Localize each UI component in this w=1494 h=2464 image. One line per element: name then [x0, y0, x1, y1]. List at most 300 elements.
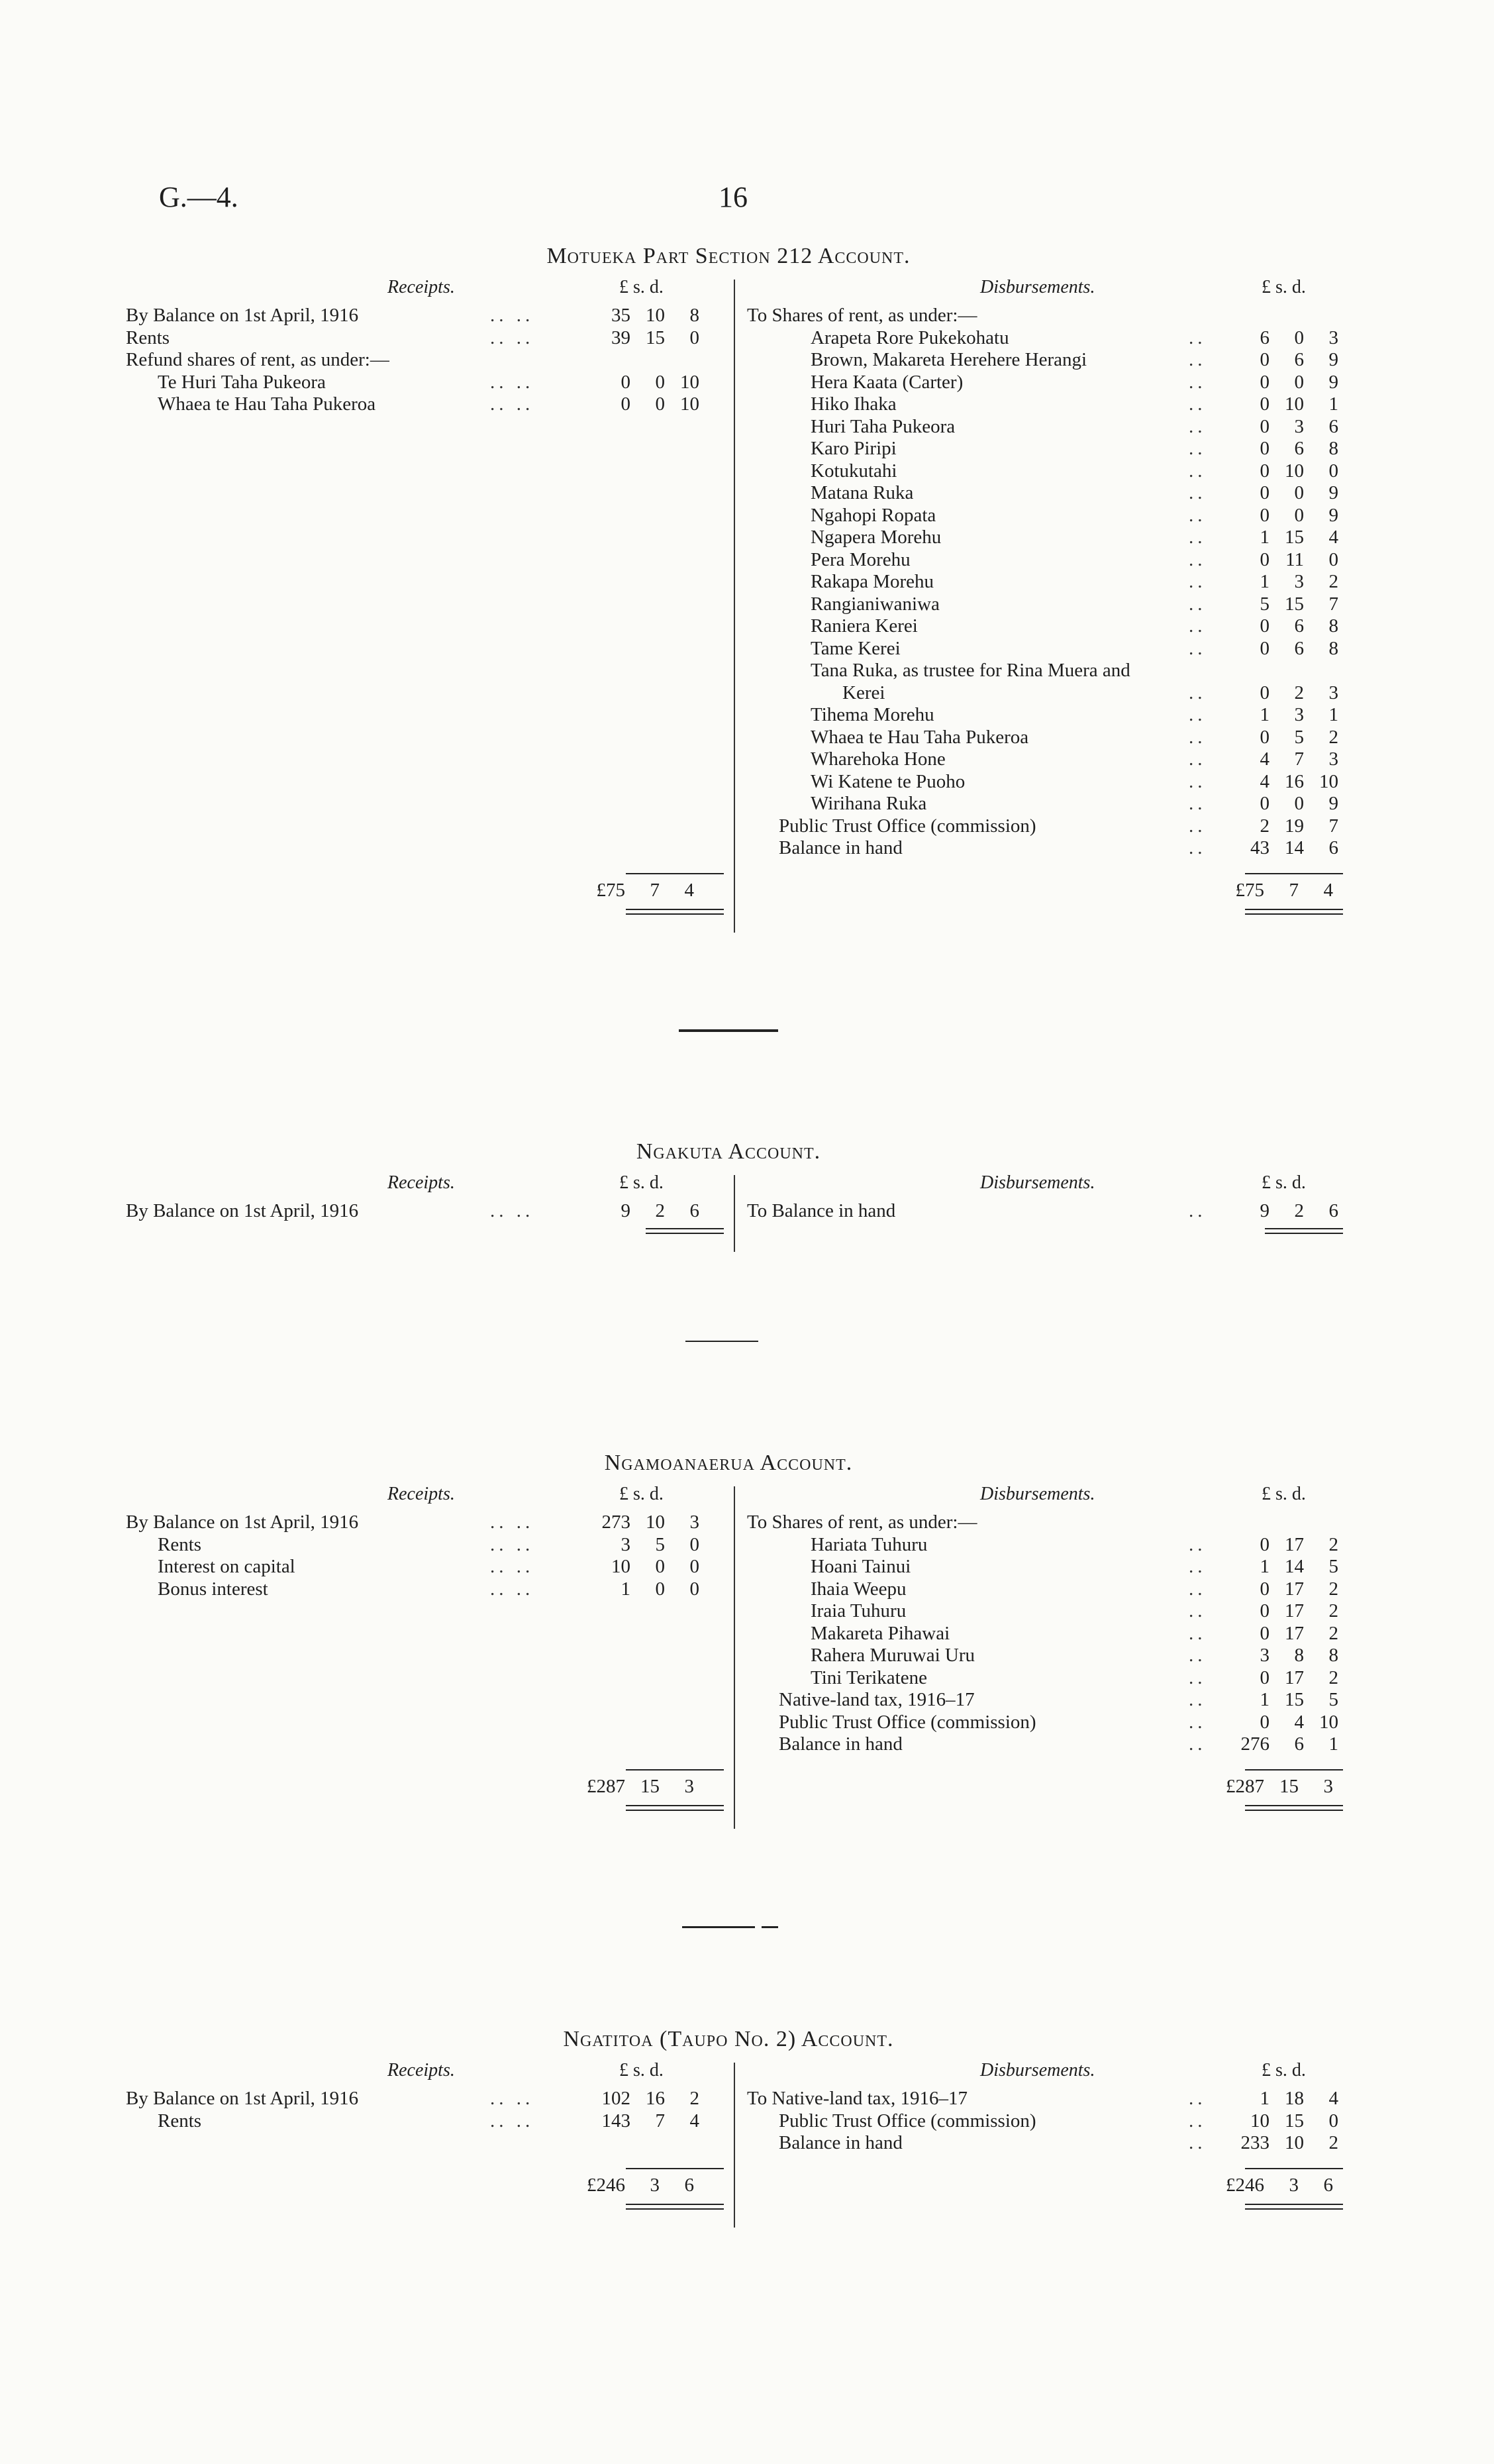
- s3-disbursement-leader: ..: [1189, 1711, 1207, 1733]
- s4-disbursement-0: To Native-land tax, 1916–17: [747, 2088, 968, 2109]
- s3-disbursement-amount: [1228, 1733, 1338, 1755]
- s1-disbursement-leader: ..: [1189, 726, 1207, 748]
- amount-shillings: 7: [655, 2110, 665, 2131]
- amount-pounds: 0: [1260, 415, 1270, 437]
- s3-disbursement-amount: [1228, 1645, 1338, 1667]
- s1-disbursement-double-rule: [1245, 913, 1343, 915]
- s1-disbursement-amount: [1228, 372, 1338, 393]
- section-divider: [679, 1029, 778, 1032]
- amount-pence: 10: [1319, 1711, 1338, 1733]
- amount-pence: 9: [1328, 793, 1338, 814]
- amount-shillings: 17: [1285, 1622, 1304, 1644]
- amount-shillings: 2: [1294, 1200, 1304, 1221]
- amount-pounds: 0: [1260, 1600, 1270, 1621]
- s4-receipt-1: Rents: [158, 2110, 202, 2131]
- s1-disbursement-13: Rangianiwaniwa: [811, 593, 940, 615]
- section-divider: [682, 1926, 755, 1928]
- s1-disbursement-leader: ..: [1189, 482, 1207, 503]
- amount-shillings: 15: [1285, 527, 1304, 548]
- amount-pence: 8: [1328, 637, 1338, 659]
- amount-shillings: 6: [1294, 615, 1304, 637]
- s1-disbursement-amount: [1228, 327, 1338, 349]
- amount-pounds: 1: [1260, 704, 1270, 725]
- s1-disbursement-12: Rakapa Morehu: [811, 571, 934, 592]
- amount-shillings: 5: [655, 1533, 665, 1555]
- s1-receipt-double-rule: [626, 909, 724, 910]
- s3-receipt-amount: [589, 1534, 699, 1556]
- s1-disbursement-2: Brown, Makareta Herehere Herangi: [811, 349, 1087, 370]
- s3-disbursement-leader: ..: [1189, 1667, 1207, 1688]
- s3-receipt-1: Rents: [158, 1533, 202, 1555]
- amount-shillings: 2: [655, 1200, 665, 1221]
- s1-disbursement-amount: [1228, 549, 1338, 571]
- amount-shillings: 0: [655, 1556, 665, 1577]
- amount-shillings: 15: [1285, 2110, 1304, 2131]
- s1-receipt-leader: .. ..: [490, 305, 534, 326]
- amount-pence: 4: [684, 879, 694, 901]
- amount-pounds: 0: [621, 393, 630, 415]
- s1-disbursement-8: Matana Ruka: [811, 482, 914, 503]
- s2-disbursement-amount: [1228, 1200, 1338, 1222]
- s3-disbursement-leader: ..: [1189, 1622, 1207, 1644]
- amount-pence: 0: [1328, 460, 1338, 482]
- s3-title: Ngamoanaerua Account.: [604, 1451, 853, 1475]
- s2-disbursements-lsd: £ s. d.: [1262, 1172, 1306, 1193]
- s4-receipt-leader: .. ..: [490, 2110, 534, 2131]
- amount-pence: 6: [1328, 837, 1338, 858]
- s1-disbursement-7: Kotukutahi: [811, 460, 897, 482]
- amount-pounds: 0: [1260, 482, 1270, 503]
- s1-disbursement-amount: [1228, 682, 1338, 704]
- amount-shillings: 14: [1285, 837, 1304, 858]
- s1-disbursement-amount: [1228, 571, 1338, 593]
- amount-pence: 2: [1328, 726, 1338, 748]
- s1-disbursement-leader: ..: [1189, 371, 1207, 393]
- s1-disbursement-24: Balance in hand: [779, 837, 903, 858]
- s3-receipt-leader: .. ..: [490, 1556, 534, 1577]
- amount-pence: 7: [1328, 815, 1338, 837]
- s2-disbursement-double-rule: [1265, 1233, 1343, 1234]
- s1-disbursement-leader: ..: [1189, 548, 1207, 570]
- s1-disbursement-amount: [1228, 593, 1338, 615]
- s1-disbursement-amount: [1228, 416, 1338, 438]
- amount-shillings: 0: [655, 393, 665, 415]
- s1-disbursement-3: Hera Kaata (Carter): [811, 371, 964, 393]
- s1-receipts-heading: Receipts.: [387, 277, 455, 297]
- s3-disbursement-amount: [1228, 1534, 1338, 1556]
- s3-receipt-amount: [589, 1578, 699, 1600]
- amount-pounds: 10: [611, 1556, 630, 1577]
- s1-disbursement-0: To Shares of rent, as under:—: [747, 305, 977, 326]
- amount-pence: 8: [1328, 1645, 1338, 1666]
- amount-pounds: 9: [1260, 1200, 1270, 1221]
- s1-receipt-2: Refund shares of rent, as under:—: [126, 349, 389, 370]
- amount-shillings: 6: [1294, 1733, 1304, 1755]
- amount-pounds: 233: [1240, 2132, 1270, 2153]
- s1-receipt-3: Te Huri Taha Pukeora: [158, 371, 326, 393]
- amount-pounds: 0: [1260, 548, 1270, 570]
- section-divider: [762, 1926, 778, 1928]
- s4-title: Ngatitoa (Taupo No. 2) Account.: [563, 2027, 894, 2051]
- s1-disbursement-amount: [1228, 638, 1338, 660]
- s1-disbursement-amount: [1228, 793, 1338, 815]
- s1-receipts-total: [584, 880, 694, 901]
- amount-shillings: 0: [655, 1578, 665, 1600]
- s2-disbursement-0: To Balance in hand: [747, 1200, 896, 1221]
- s3-receipt-double-rule: [626, 1805, 724, 1806]
- s1-disbursement-leader: ..: [1189, 815, 1207, 837]
- amount-pounds: 1: [1260, 1556, 1270, 1577]
- amount-pence: 6: [1328, 415, 1338, 437]
- s3-receipt-amount: [589, 1512, 699, 1533]
- amount-shillings: 3: [1294, 704, 1304, 725]
- s3-disbursement-10: Balance in hand: [779, 1733, 903, 1755]
- s1-disbursement-leader: ..: [1189, 393, 1207, 415]
- amount-pounds: £75: [596, 879, 625, 901]
- amount-pounds: £246: [587, 2174, 625, 2196]
- s1-disbursement-leader: ..: [1189, 504, 1207, 526]
- amount-pounds: £287: [1226, 1775, 1264, 1797]
- s1-receipt-4: Whaea te Hau Taha Pukeroa: [158, 393, 376, 415]
- s3-disbursement-4: Iraia Tuhuru: [811, 1600, 907, 1621]
- s3-receipt-0: By Balance on 1st April, 1916: [126, 1512, 359, 1533]
- s1-disbursement-leader: ..: [1189, 593, 1207, 615]
- amount-pence: 8: [689, 305, 699, 326]
- amount-pounds: 10: [1250, 2110, 1270, 2131]
- s1-disbursement-amount: [1228, 748, 1338, 770]
- amount-shillings: 5: [1294, 726, 1304, 748]
- amount-shillings: 15: [1285, 593, 1304, 615]
- s1-disbursement-leader: ..: [1189, 748, 1207, 770]
- amount-pence: 3: [1323, 1775, 1333, 1797]
- amount-pounds: 273: [601, 1512, 630, 1533]
- amount-pence: 4: [1328, 527, 1338, 548]
- s1-disbursement-leader: ..: [1189, 793, 1207, 814]
- amount-pounds: 6: [1260, 327, 1270, 348]
- amount-pence: 0: [1328, 548, 1338, 570]
- amount-pounds: 0: [1260, 682, 1270, 703]
- s3-disbursement-amount: [1228, 1600, 1338, 1622]
- amount-shillings: 2: [1294, 682, 1304, 703]
- s2-receipts-lsd: £ s. d.: [619, 1172, 664, 1193]
- amount-pounds: 4: [1260, 748, 1270, 770]
- s1-disbursement-subtotal-rule: [1245, 873, 1343, 874]
- amount-shillings: 17: [1285, 1533, 1304, 1555]
- amount-pence: 4: [1323, 879, 1333, 901]
- s1-receipt-subtotal-rule: [626, 873, 724, 874]
- s1-disbursement-leader: ..: [1189, 349, 1207, 370]
- amount-pence: 5: [1328, 1689, 1338, 1710]
- s4-receipt-amount: [589, 2110, 699, 2132]
- amount-shillings: 11: [1285, 548, 1304, 570]
- s1-disbursement-17: Kerei: [842, 682, 885, 703]
- s4-receipt-double-rule: [626, 2204, 724, 2205]
- s1-disbursements-lsd: £ s. d.: [1262, 277, 1306, 297]
- s1-disbursement-19: Whaea te Hau Taha Pukeroa: [811, 726, 1029, 748]
- s1-disbursement-leader: ..: [1189, 438, 1207, 459]
- amount-shillings: 15: [1285, 1689, 1304, 1710]
- s3-receipt-leader: .. ..: [490, 1533, 534, 1555]
- amount-shillings: 17: [1285, 1600, 1304, 1621]
- amount-pounds: 102: [601, 2088, 630, 2109]
- amount-pounds: 0: [621, 371, 630, 393]
- amount-shillings: 3: [1294, 571, 1304, 592]
- s1-disbursement-amount: [1228, 349, 1338, 371]
- amount-shillings: 0: [1294, 327, 1304, 348]
- amount-shillings: 7: [1294, 748, 1304, 770]
- s3-disbursement-3: Ihaia Weepu: [811, 1578, 907, 1600]
- amount-pounds: 3: [1260, 1645, 1270, 1666]
- amount-pence: 10: [680, 371, 699, 393]
- amount-shillings: 8: [1294, 1645, 1304, 1666]
- s4-receipts-heading: Receipts.: [387, 2060, 455, 2080]
- amount-pence: 2: [1328, 1600, 1338, 1621]
- s3-disbursements-total: [1223, 1776, 1333, 1798]
- s3-receipt-3: Bonus interest: [158, 1578, 268, 1600]
- s1-column-divider: [734, 280, 735, 933]
- s4-disbursement-amount: [1228, 2110, 1338, 2132]
- s1-receipt-leader: .. ..: [490, 393, 534, 415]
- amount-pounds: 0: [1260, 349, 1270, 370]
- s1-disbursement-amount: [1228, 438, 1338, 460]
- amount-shillings: 17: [1285, 1578, 1304, 1600]
- s3-receipt-leader: .. ..: [490, 1578, 534, 1600]
- amount-shillings: 7: [1289, 879, 1299, 901]
- amount-pence: 0: [689, 1533, 699, 1555]
- amount-pence: 6: [1328, 1200, 1338, 1221]
- s1-disbursement-leader: ..: [1189, 571, 1207, 592]
- amount-pounds: 35: [611, 305, 630, 326]
- s1-disbursement-double-rule: [1245, 909, 1343, 910]
- amount-pounds: 39: [611, 327, 630, 348]
- s3-disbursement-0: To Shares of rent, as under:—: [747, 1512, 977, 1533]
- amount-pence: 0: [1328, 2110, 1338, 2131]
- s4-disbursements-total: [1223, 2175, 1333, 2196]
- s3-receipt-double-rule: [626, 1810, 724, 1811]
- s3-disbursement-1: Hariata Tuhuru: [811, 1533, 928, 1555]
- s1-disbursement-11: Pera Morehu: [811, 548, 911, 570]
- amount-shillings: 15: [640, 1775, 660, 1797]
- amount-shillings: 0: [655, 371, 665, 393]
- amount-pounds: 0: [1260, 1622, 1270, 1644]
- s1-disbursements-heading: Disbursements.: [980, 277, 1095, 297]
- s1-disbursement-leader: ..: [1189, 837, 1207, 858]
- amount-pence: 3: [684, 1775, 694, 1797]
- s4-receipt-0: By Balance on 1st April, 1916: [126, 2088, 359, 2109]
- amount-pence: 2: [689, 2088, 699, 2109]
- amount-pence: 1: [1328, 393, 1338, 415]
- amount-pounds: 1: [1260, 571, 1270, 592]
- amount-shillings: 10: [646, 305, 665, 326]
- s2-receipt-leader: .. ..: [490, 1200, 534, 1221]
- s3-disbursement-leader: ..: [1189, 1533, 1207, 1555]
- s1-disbursement-21: Wi Katene te Puoho: [811, 770, 966, 792]
- amount-shillings: 15: [1279, 1775, 1299, 1797]
- amount-pence: 2: [1328, 2132, 1338, 2153]
- s2-receipts-heading: Receipts.: [387, 1172, 455, 1193]
- s1-disbursement-amount: [1228, 704, 1338, 726]
- amount-pence: 9: [1328, 371, 1338, 393]
- amount-pence: 0: [689, 327, 699, 348]
- s2-receipt-double-rule: [646, 1228, 724, 1229]
- amount-pence: 2: [1328, 1578, 1338, 1600]
- s1-disbursement-5: Huri Taha Pukeora: [811, 415, 956, 437]
- s1-disbursements-total: [1223, 880, 1333, 901]
- amount-shillings: 15: [646, 327, 665, 348]
- page-number: 16: [719, 181, 748, 213]
- s1-disbursement-leader: ..: [1189, 770, 1207, 792]
- amount-pence: 2: [1328, 1622, 1338, 1644]
- s1-disbursement-leader: ..: [1189, 704, 1207, 725]
- s3-disbursement-leader: ..: [1189, 1733, 1207, 1755]
- amount-pounds: 1: [621, 1578, 630, 1600]
- s3-receipt-2: Interest on capital: [158, 1556, 295, 1577]
- s4-disbursement-1: Public Trust Office (commission): [779, 2110, 1036, 2131]
- amount-pounds: 43: [1250, 837, 1270, 858]
- s3-receipts-heading: Receipts.: [387, 1484, 455, 1504]
- s1-disbursement-amount: [1228, 771, 1338, 793]
- s1-disbursement-leader: ..: [1189, 327, 1207, 348]
- s1-disbursement-15: Tame Kerei: [811, 637, 901, 659]
- amount-pounds: 4: [1260, 770, 1270, 792]
- s3-disbursement-amount: [1228, 1578, 1338, 1600]
- s3-receipts-lsd: £ s. d.: [619, 1484, 664, 1504]
- s4-receipt-subtotal-rule: [626, 2168, 724, 2169]
- s4-receipt-leader: .. ..: [490, 2088, 534, 2109]
- s1-disbursement-leader: ..: [1189, 460, 1207, 482]
- amount-pounds: 2: [1260, 815, 1270, 837]
- amount-shillings: 16: [1285, 770, 1304, 792]
- amount-pounds: 9: [621, 1200, 630, 1221]
- amount-shillings: 0: [1294, 793, 1304, 814]
- s3-disbursement-leader: ..: [1189, 1645, 1207, 1666]
- amount-pence: 2: [1328, 1667, 1338, 1688]
- amount-shillings: 6: [1294, 637, 1304, 659]
- amount-pence: 0: [689, 1556, 699, 1577]
- s2-receipt-amount: [589, 1200, 699, 1222]
- s4-disbursements-lsd: £ s. d.: [1262, 2060, 1306, 2080]
- amount-pounds: 0: [1260, 615, 1270, 637]
- s1-disbursement-leader: ..: [1189, 682, 1207, 703]
- s1-disbursement-amount: [1228, 482, 1338, 504]
- amount-shillings: 3: [1289, 2174, 1299, 2196]
- s3-receipt-leader: .. ..: [490, 1512, 534, 1533]
- s3-receipt-subtotal-rule: [626, 1769, 724, 1771]
- amount-pence: 8: [1328, 438, 1338, 459]
- amount-pence: 9: [1328, 482, 1338, 503]
- s1-disbursement-10: Ngapera Morehu: [811, 527, 942, 548]
- amount-pence: 1: [1328, 704, 1338, 725]
- s3-disbursement-amount: [1228, 1712, 1338, 1733]
- amount-pounds: 276: [1240, 1733, 1270, 1755]
- s4-column-divider: [734, 2063, 735, 2228]
- amount-pounds: 0: [1260, 1667, 1270, 1688]
- s1-disbursement-amount: [1228, 393, 1338, 415]
- s1-receipt-amount: [589, 327, 699, 349]
- amount-pounds: 0: [1260, 438, 1270, 459]
- s2-title: Ngakuta Account.: [636, 1139, 821, 1164]
- s3-disbursement-8: Native-land tax, 1916–17: [779, 1689, 975, 1710]
- amount-pence: 6: [689, 1200, 699, 1221]
- amount-pounds: 0: [1260, 1533, 1270, 1555]
- amount-shillings: 14: [1285, 1556, 1304, 1577]
- page-code: G.—4.: [159, 181, 238, 213]
- s3-disbursement-double-rule: [1245, 1805, 1343, 1806]
- s3-disbursement-leader: ..: [1189, 1556, 1207, 1577]
- s4-disbursement-amount: [1228, 2088, 1338, 2110]
- amount-pounds: 0: [1260, 726, 1270, 748]
- amount-pence: 6: [684, 2174, 694, 2196]
- s4-disbursement-double-rule: [1245, 2204, 1343, 2205]
- amount-pounds: 1: [1260, 2088, 1270, 2109]
- s3-disbursement-9: Public Trust Office (commission): [779, 1711, 1036, 1733]
- amount-shillings: 19: [1285, 815, 1304, 837]
- s4-disbursement-leader: ..: [1189, 2132, 1207, 2153]
- s4-disbursement-double-rule: [1245, 2208, 1343, 2210]
- amount-shillings: 3: [650, 2174, 660, 2196]
- s2-column-divider: [734, 1175, 735, 1252]
- s1-disbursement-16: Tana Ruka, as trustee for Rina Muera and: [811, 660, 1130, 681]
- amount-shillings: 10: [646, 1512, 665, 1533]
- s3-column-divider: [734, 1486, 735, 1829]
- amount-pence: 10: [680, 393, 699, 415]
- s1-disbursement-amount: [1228, 837, 1338, 859]
- s1-receipt-leader: .. ..: [490, 327, 534, 348]
- amount-pounds: 0: [1260, 504, 1270, 526]
- s3-disbursement-5: Makareta Pihawai: [811, 1622, 950, 1644]
- s1-disbursement-1: Arapeta Rore Pukekohatu: [811, 327, 1009, 348]
- amount-pounds: 5: [1260, 593, 1270, 615]
- s2-receipt-0: By Balance on 1st April, 1916: [126, 1200, 359, 1221]
- s3-disbursement-amount: [1228, 1623, 1338, 1645]
- amount-shillings: 18: [1285, 2088, 1304, 2109]
- s1-disbursement-leader: ..: [1189, 637, 1207, 659]
- s2-receipt-double-rule: [646, 1233, 724, 1234]
- s4-disbursement-amount: [1228, 2132, 1338, 2154]
- amount-pence: 9: [1328, 349, 1338, 370]
- s3-disbursements-lsd: £ s. d.: [1262, 1484, 1306, 1504]
- amount-pence: 3: [1328, 682, 1338, 703]
- amount-shillings: 7: [650, 879, 660, 901]
- s1-disbursement-leader: ..: [1189, 615, 1207, 637]
- s3-disbursement-leader: ..: [1189, 1689, 1207, 1710]
- s4-disbursement-leader: ..: [1189, 2088, 1207, 2109]
- amount-shillings: 10: [1285, 460, 1304, 482]
- amount-shillings: 0: [1294, 504, 1304, 526]
- s3-disbursement-leader: ..: [1189, 1578, 1207, 1600]
- amount-pounds: £246: [1226, 2174, 1264, 2196]
- amount-shillings: 10: [1285, 2132, 1304, 2153]
- amount-pence: 3: [1328, 327, 1338, 348]
- s4-disbursement-leader: ..: [1189, 2110, 1207, 2131]
- amount-pounds: 3: [621, 1533, 630, 1555]
- amount-shillings: 0: [1294, 482, 1304, 503]
- s1-disbursement-22: Wirihana Ruka: [811, 793, 927, 814]
- s1-receipt-amount: [589, 305, 699, 327]
- s4-disbursement-subtotal-rule: [1245, 2168, 1343, 2169]
- amount-pence: 1: [1328, 1733, 1338, 1755]
- amount-pence: 3: [689, 1512, 699, 1533]
- s3-disbursement-amount: [1228, 1556, 1338, 1578]
- s1-disbursement-6: Karo Piripi: [811, 438, 897, 459]
- amount-pounds: 0: [1260, 793, 1270, 814]
- amount-pounds: 0: [1260, 1711, 1270, 1733]
- section-divider: [685, 1341, 758, 1342]
- amount-pence: 3: [1328, 748, 1338, 770]
- s1-disbursement-9: Ngahopi Ropata: [811, 504, 936, 526]
- s3-disbursement-amount: [1228, 1667, 1338, 1689]
- s3-disbursement-subtotal-rule: [1245, 1769, 1343, 1771]
